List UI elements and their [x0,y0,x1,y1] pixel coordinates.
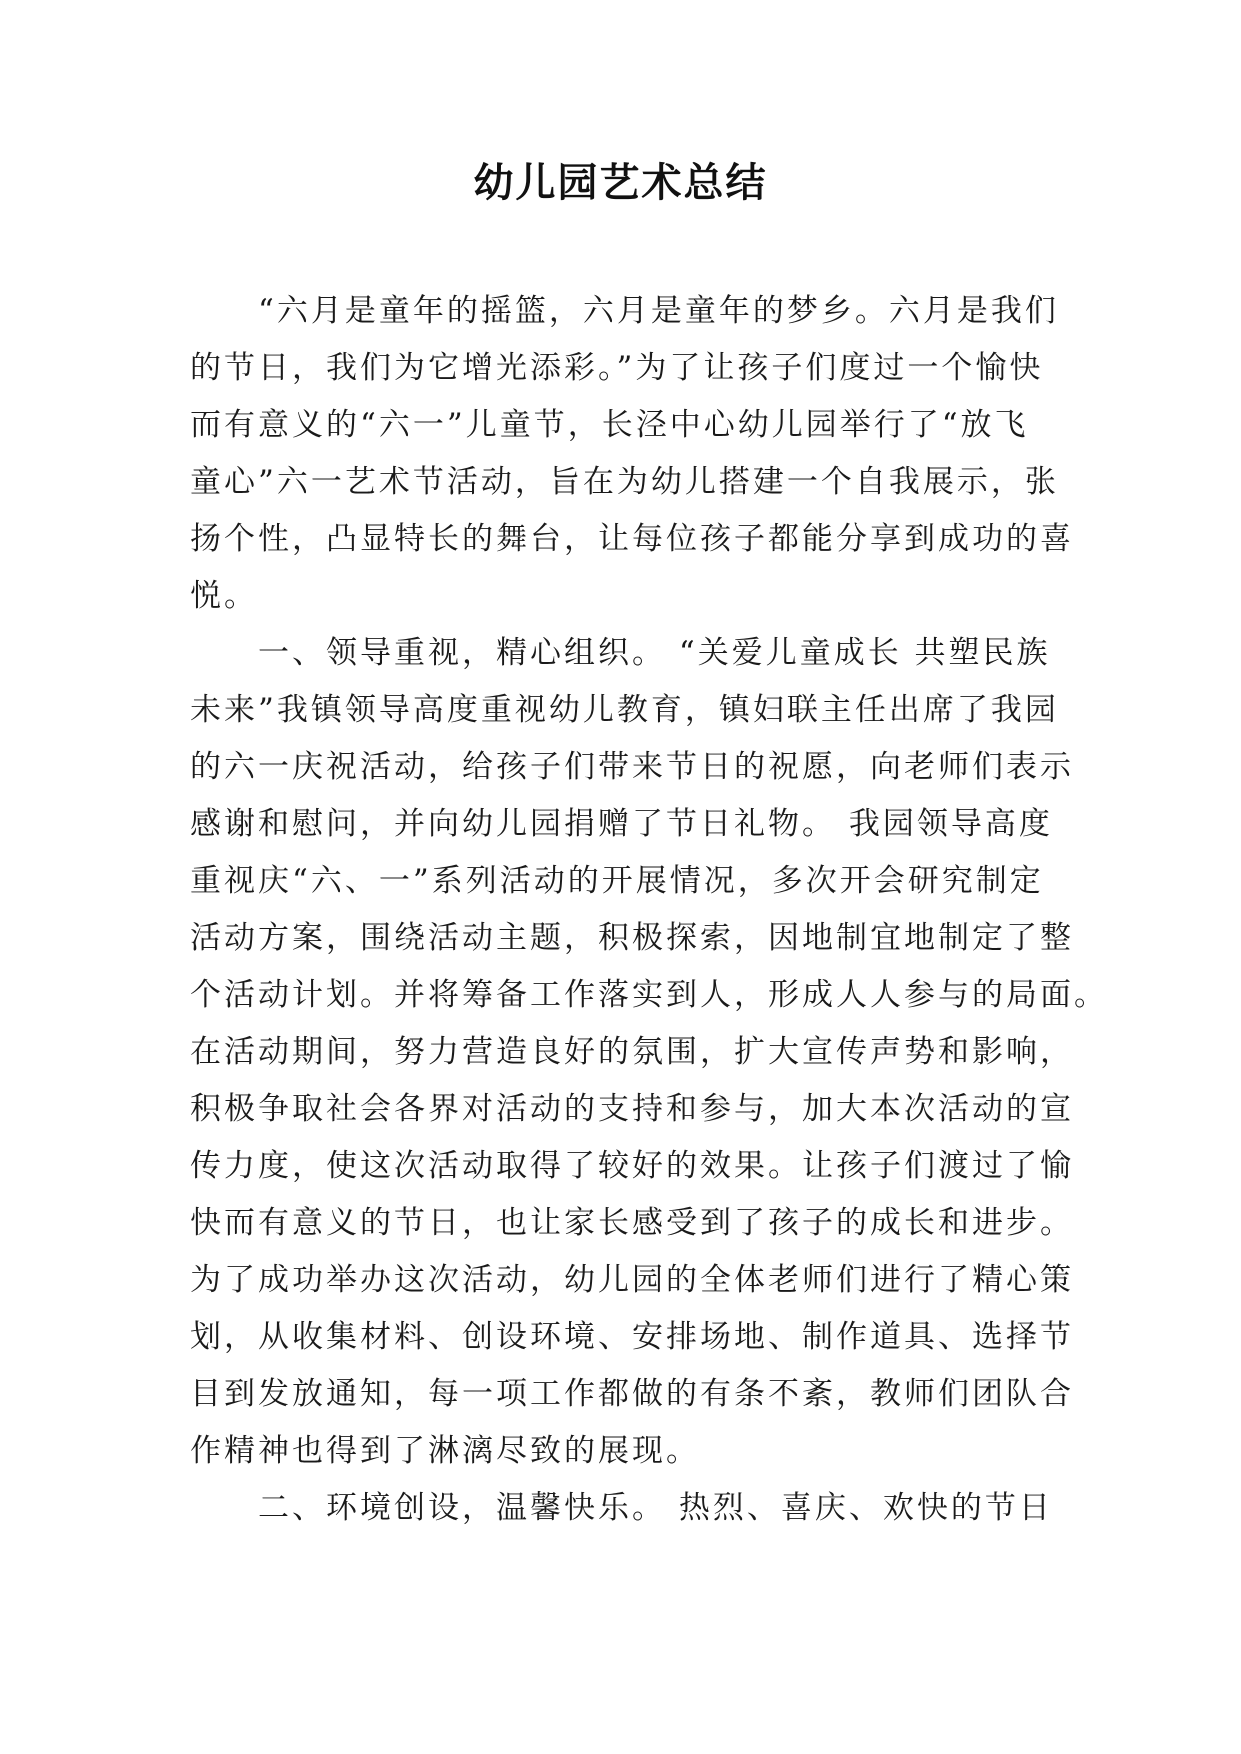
paragraph-section-one [190,625,1108,1480]
paragraph-line: 悦。 [190,578,258,614]
paragraph-line: 一、领导重视，精心组织。 “关爱儿童成长 共塑民族 [190,635,1051,671]
paragraph-line: 而有意义的“六一”儿童节，长泾中心幼儿园举行了“放飞 [190,407,1029,443]
paragraph-line: 童心”六一艺术节活动，旨在为幼儿搭建一个自我展示，张 [190,464,1059,500]
paragraph-line: 在活动期间，努力营造良好的氛围，扩大宣传声势和影响， [190,1034,1074,1070]
paragraph-line: 活动方案，围绕活动主题，积极探索，因地制宜地制定了整 [190,920,1074,956]
paragraph-line: 目到发放通知，每一项工作都做的有条不紊，教师们团队合 [190,1376,1074,1412]
paragraph-line: 积极争取社会各界对活动的支持和参与，加大本次活动的宣 [190,1091,1074,1127]
document-title: 幼儿园艺术总结 [473,160,768,206]
paragraph-line: 扬个性，凸显特长的舞台，让每位孩子都能分享到成功的喜 [190,521,1074,557]
paragraph-line: 为了成功举办这次活动，幼儿园的全体老师们进行了精心策 [190,1262,1074,1298]
paragraph-section-two [190,1480,1070,1537]
paragraph-line: 未来”我镇领导高度重视幼儿教育，镇妇联主任出席了我园 [190,692,1059,728]
paragraph-line: 重视庆“六、一”系列活动的开展情况，多次开会研究制定 [190,863,1044,899]
paragraph-line: 快而有意义的节日，也让家长感受到了孩子的成长和进步。 [190,1205,1074,1241]
document-body [190,283,1108,1537]
paragraph-line: 传力度，使这次活动取得了较好的效果。让孩子们渡过了愉 [190,1148,1074,1184]
paragraph-line: 的六一庆祝活动，给孩子们带来节日的祝愿，向老师们表示 [190,749,1074,785]
paragraph-line: “六月是童年的摇篮，六月是童年的梦乡。六月是我们 [190,293,1059,329]
paragraph-line: 的节日，我们为它增光添彩。”为了让孩子们度过一个愉快 [190,350,1044,386]
paragraph-intro [190,283,1074,625]
paragraph-line: 个活动计划。并将筹备工作落实到人，形成人人参与的局面。 [190,977,1108,1013]
paragraph-line: 二、环境创设，温馨快乐。 热烈、喜庆、欢快的节日 [190,1490,1053,1526]
paragraph-line: 划，从收集材料、创设环境、安排场地、制作道具、选择节 [190,1319,1074,1355]
paragraph-line: 感谢和慰问，并向幼儿园捐赠了节日礼物。 我园领导高度 [190,806,1053,842]
paragraph-line: 作精神也得到了淋漓尽致的展现。 [190,1433,700,1469]
